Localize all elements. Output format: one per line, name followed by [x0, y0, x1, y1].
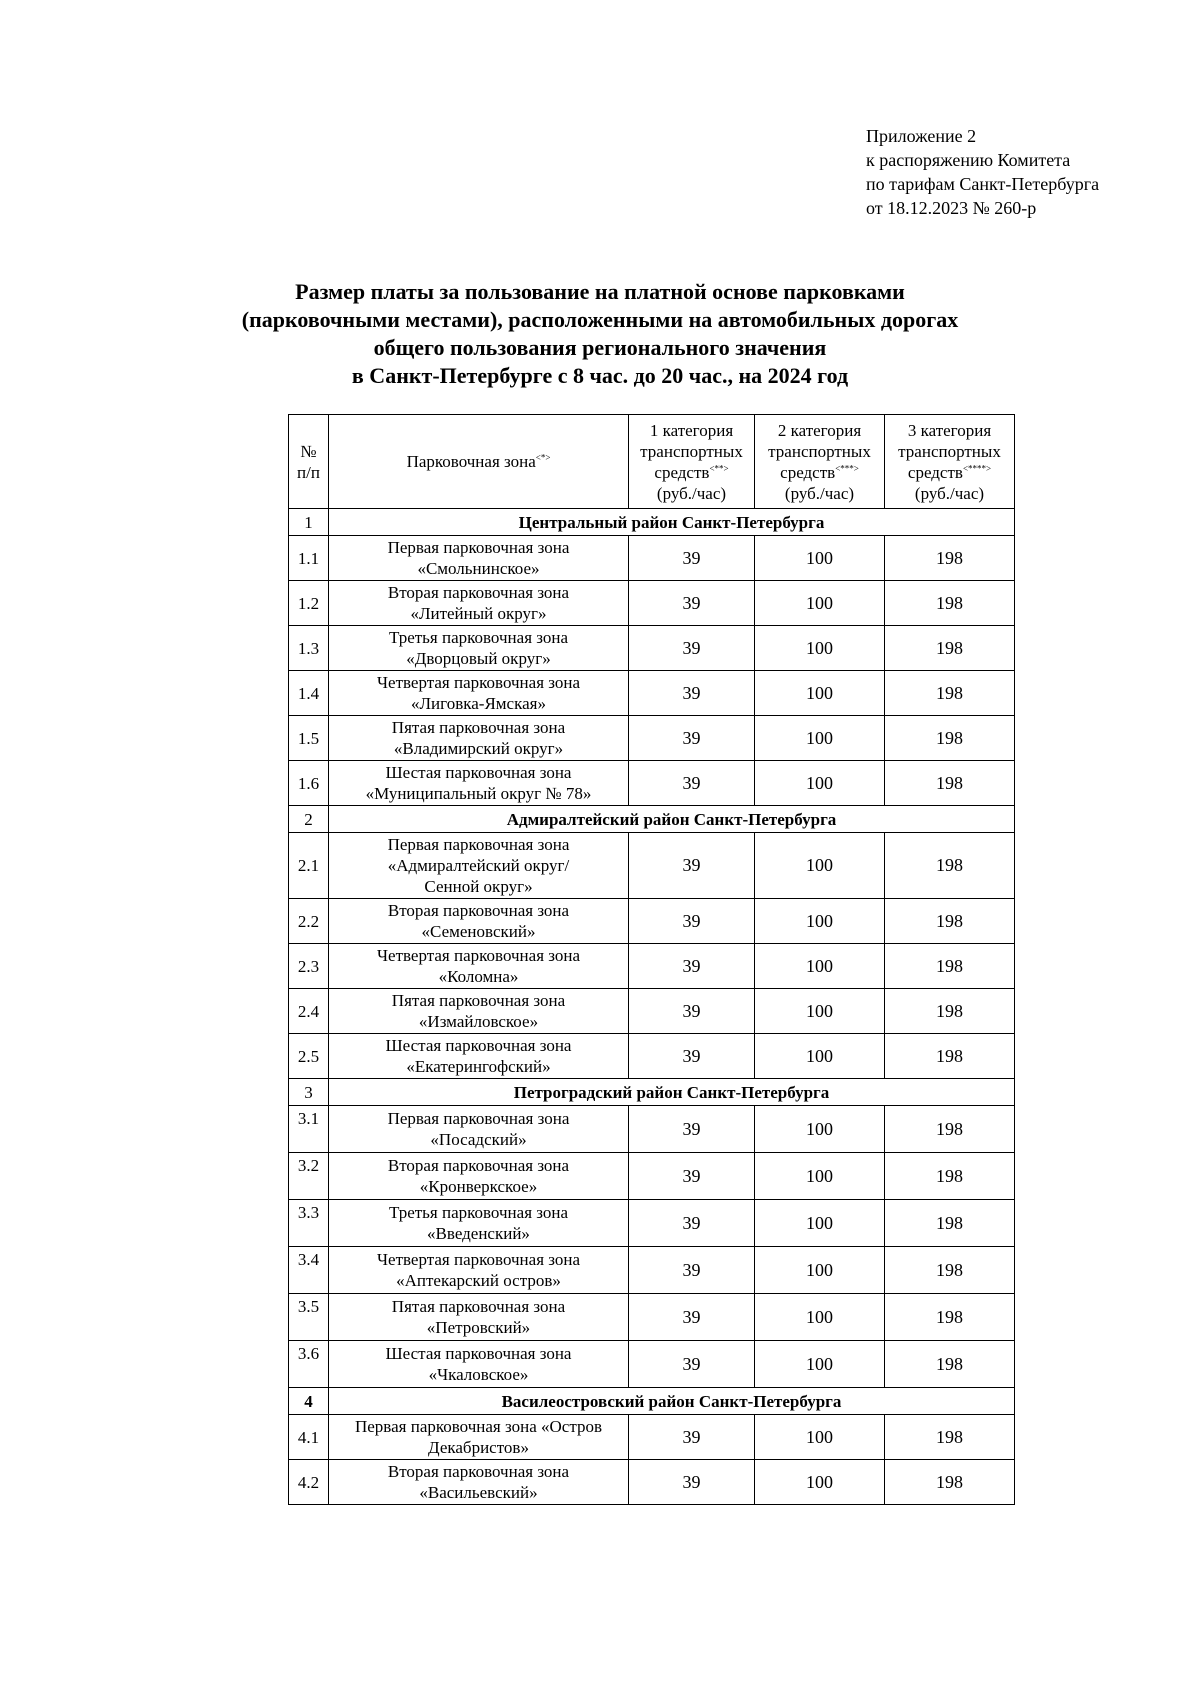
zone-name: Первая парковочная зона «Остров Декабристов» [329, 1415, 629, 1460]
table-row [289, 1200, 1015, 1247]
price-category-2: 100 [755, 1341, 885, 1388]
price-category-2: 100 [755, 1415, 885, 1460]
title-line: общего пользования регионального значения [373, 335, 827, 360]
price-category-3: 198 [885, 1247, 1015, 1294]
zone-name: Пятая парковочная зона «Петровский» [329, 1294, 629, 1341]
price-category-1: 39 [629, 581, 755, 626]
price-category-1: 39 [629, 833, 755, 899]
price-category-1: 39 [629, 1415, 755, 1460]
price-category-1: 39 [629, 944, 755, 989]
table-row [289, 989, 1015, 1034]
zone-number: 3.6 [289, 1341, 329, 1388]
price-category-1: 39 [629, 989, 755, 1034]
zone-number: 2.3 [289, 944, 329, 989]
price-category-2: 100 [755, 581, 885, 626]
district-number: 3 [289, 1079, 329, 1106]
zone-name: Шестая парковочная зона «Муниципальный округ № 78» [329, 761, 629, 806]
zone-name: Первая парковочная зона «Адмиралтейский округ/ Сенной округ» [329, 833, 629, 899]
zone-name: Четвертая парковочная зона «Коломна» [329, 944, 629, 989]
price-category-1: 39 [629, 1247, 755, 1294]
appendix-line: от 18.12.2023 № 260-р [866, 198, 1037, 218]
price-category-1: 39 [629, 671, 755, 716]
price-category-3: 198 [885, 536, 1015, 581]
district-row [289, 1388, 1015, 1415]
price-category-2: 100 [755, 989, 885, 1034]
price-category-1: 39 [629, 1106, 755, 1153]
price-category-2: 100 [755, 833, 885, 899]
appendix-line: к распоряжению Комитета [866, 150, 1071, 170]
zone-name: Вторая парковочная зона «Кронверкское» [329, 1153, 629, 1200]
table-row [289, 761, 1015, 806]
price-category-3: 198 [885, 581, 1015, 626]
zone-name: Третья парковочная зона «Введенский» [329, 1200, 629, 1247]
price-category-3: 198 [885, 1106, 1015, 1153]
zone-number: 3.1 [289, 1106, 329, 1153]
price-category-3: 198 [885, 1341, 1015, 1388]
district-row [289, 1079, 1015, 1106]
price-category-3: 198 [885, 989, 1015, 1034]
price-category-1: 39 [629, 1200, 755, 1247]
zone-name: Четвертая парковочная зона «Аптекарский остров» [329, 1247, 629, 1294]
tariff-table [288, 414, 1015, 1505]
price-category-2: 100 [755, 671, 885, 716]
zone-number: 1.6 [289, 761, 329, 806]
price-category-2: 100 [755, 536, 885, 581]
price-category-3: 198 [885, 899, 1015, 944]
zone-number: 4.1 [289, 1415, 329, 1460]
price-category-1: 39 [629, 536, 755, 581]
table-row [289, 1106, 1015, 1153]
zone-name: Четвертая парковочная зона «Лиговка-Ямская» [329, 671, 629, 716]
price-category-3: 198 [885, 1415, 1015, 1460]
district-row [289, 509, 1015, 536]
zone-name: Первая парковочная зона «Смольнинское» [329, 536, 629, 581]
zone-number: 4.2 [289, 1460, 329, 1505]
price-category-1: 39 [629, 626, 755, 671]
table-row [289, 1247, 1015, 1294]
district-name: Центральный район Санкт-Петербурга [329, 509, 1015, 536]
zone-number: 2.5 [289, 1034, 329, 1079]
price-category-2: 100 [755, 626, 885, 671]
zone-number: 2.1 [289, 833, 329, 899]
price-category-1: 39 [629, 1034, 755, 1079]
zone-number: 1.2 [289, 581, 329, 626]
zone-name: Пятая парковочная зона «Измайловское» [329, 989, 629, 1034]
price-category-2: 100 [755, 1460, 885, 1505]
price-category-1: 39 [629, 1153, 755, 1200]
zone-name: Шестая парковочная зона «Чкаловское» [329, 1341, 629, 1388]
price-category-1: 39 [629, 899, 755, 944]
zone-number: 2.4 [289, 989, 329, 1034]
table-row [289, 1460, 1015, 1505]
price-category-2: 100 [755, 899, 885, 944]
zone-name: Шестая парковочная зона «Екатерингофский» [329, 1034, 629, 1079]
price-category-2: 100 [755, 1294, 885, 1341]
price-category-2: 100 [755, 1153, 885, 1200]
price-category-3: 198 [885, 1200, 1015, 1247]
table-row [289, 1034, 1015, 1079]
table-row [289, 536, 1015, 581]
district-name: Василеостровский район Санкт-Петербурга [329, 1388, 1015, 1415]
table-row [289, 899, 1015, 944]
price-category-3: 198 [885, 1153, 1015, 1200]
district-name: Петроградский район Санкт-Петербурга [329, 1079, 1015, 1106]
price-category-2: 100 [755, 1106, 885, 1153]
price-category-3: 198 [885, 1294, 1015, 1341]
district-row [289, 806, 1015, 833]
zone-name: Пятая парковочная зона «Владимирский округ» [329, 716, 629, 761]
appendix-line: по тарифам Санкт-Петербурга [866, 174, 1100, 194]
price-category-2: 100 [755, 1034, 885, 1079]
district-number: 1 [289, 509, 329, 536]
price-category-3: 198 [885, 671, 1015, 716]
price-category-3: 198 [885, 944, 1015, 989]
header-zone: Парковочная зона<*> [329, 415, 629, 509]
zone-number: 1.4 [289, 671, 329, 716]
price-category-1: 39 [629, 1341, 755, 1388]
zone-name: Третья парковочная зона «Дворцовый округ» [329, 626, 629, 671]
price-category-2: 100 [755, 1247, 885, 1294]
zone-number: 3.2 [289, 1153, 329, 1200]
price-category-3: 198 [885, 716, 1015, 761]
price-category-3: 198 [885, 761, 1015, 806]
appendix-line: Приложение 2 [866, 126, 977, 146]
price-category-3: 198 [885, 833, 1015, 899]
price-category-2: 100 [755, 716, 885, 761]
price-category-1: 39 [629, 716, 755, 761]
zone-name: Первая парковочная зона «Посадский» [329, 1106, 629, 1153]
appendix-note [866, 124, 1099, 220]
district-number: 4 [289, 1388, 329, 1415]
zone-number: 3.4 [289, 1247, 329, 1294]
price-category-2: 100 [755, 1200, 885, 1247]
district-name: Адмиралтейский район Санкт-Петербурга [329, 806, 1015, 833]
zone-number: 1.1 [289, 536, 329, 581]
title-line: (парковочными местами), расположенными на автомобильных дорогах [241, 307, 959, 332]
district-number: 2 [289, 806, 329, 833]
title-line: в Санкт-Петербурге с 8 час. до 20 час., на 2024 год [351, 363, 849, 388]
price-category-1: 39 [629, 1294, 755, 1341]
table-row [289, 581, 1015, 626]
price-category-1: 39 [629, 1460, 755, 1505]
title-line: Размер платы за пользование на платной основе парковками [295, 279, 905, 304]
table-row [289, 671, 1015, 716]
table-row [289, 1294, 1015, 1341]
zone-number: 3.3 [289, 1200, 329, 1247]
price-category-3: 198 [885, 1034, 1015, 1079]
price-category-2: 100 [755, 944, 885, 989]
table-row [289, 626, 1015, 671]
price-category-1: 39 [629, 761, 755, 806]
header-category-3: 3 категория транспортных средств<****> (руб./час) [885, 415, 1015, 509]
table-row [289, 716, 1015, 761]
table-row [289, 1341, 1015, 1388]
header-number: № п/п [289, 415, 329, 509]
table-header-row [289, 415, 1015, 509]
zone-number: 1.5 [289, 716, 329, 761]
table-row [289, 944, 1015, 989]
table-row [289, 833, 1015, 899]
table-row [289, 1415, 1015, 1460]
zone-number: 3.5 [289, 1294, 329, 1341]
zone-name: Вторая парковочная зона «Литейный округ» [329, 581, 629, 626]
document-title [150, 278, 1050, 390]
zone-number: 2.2 [289, 899, 329, 944]
table-row [289, 1153, 1015, 1200]
zone-name: Вторая парковочная зона «Семеновский» [329, 899, 629, 944]
header-category-2: 2 категория транспортных средств<***> (руб./час) [755, 415, 885, 509]
price-category-3: 198 [885, 626, 1015, 671]
price-category-2: 100 [755, 761, 885, 806]
zone-name: Вторая парковочная зона «Васильевский» [329, 1460, 629, 1505]
header-category-1: 1 категория транспортных средств<**> (руб./час) [629, 415, 755, 509]
zone-number: 1.3 [289, 626, 329, 671]
price-category-3: 198 [885, 1460, 1015, 1505]
